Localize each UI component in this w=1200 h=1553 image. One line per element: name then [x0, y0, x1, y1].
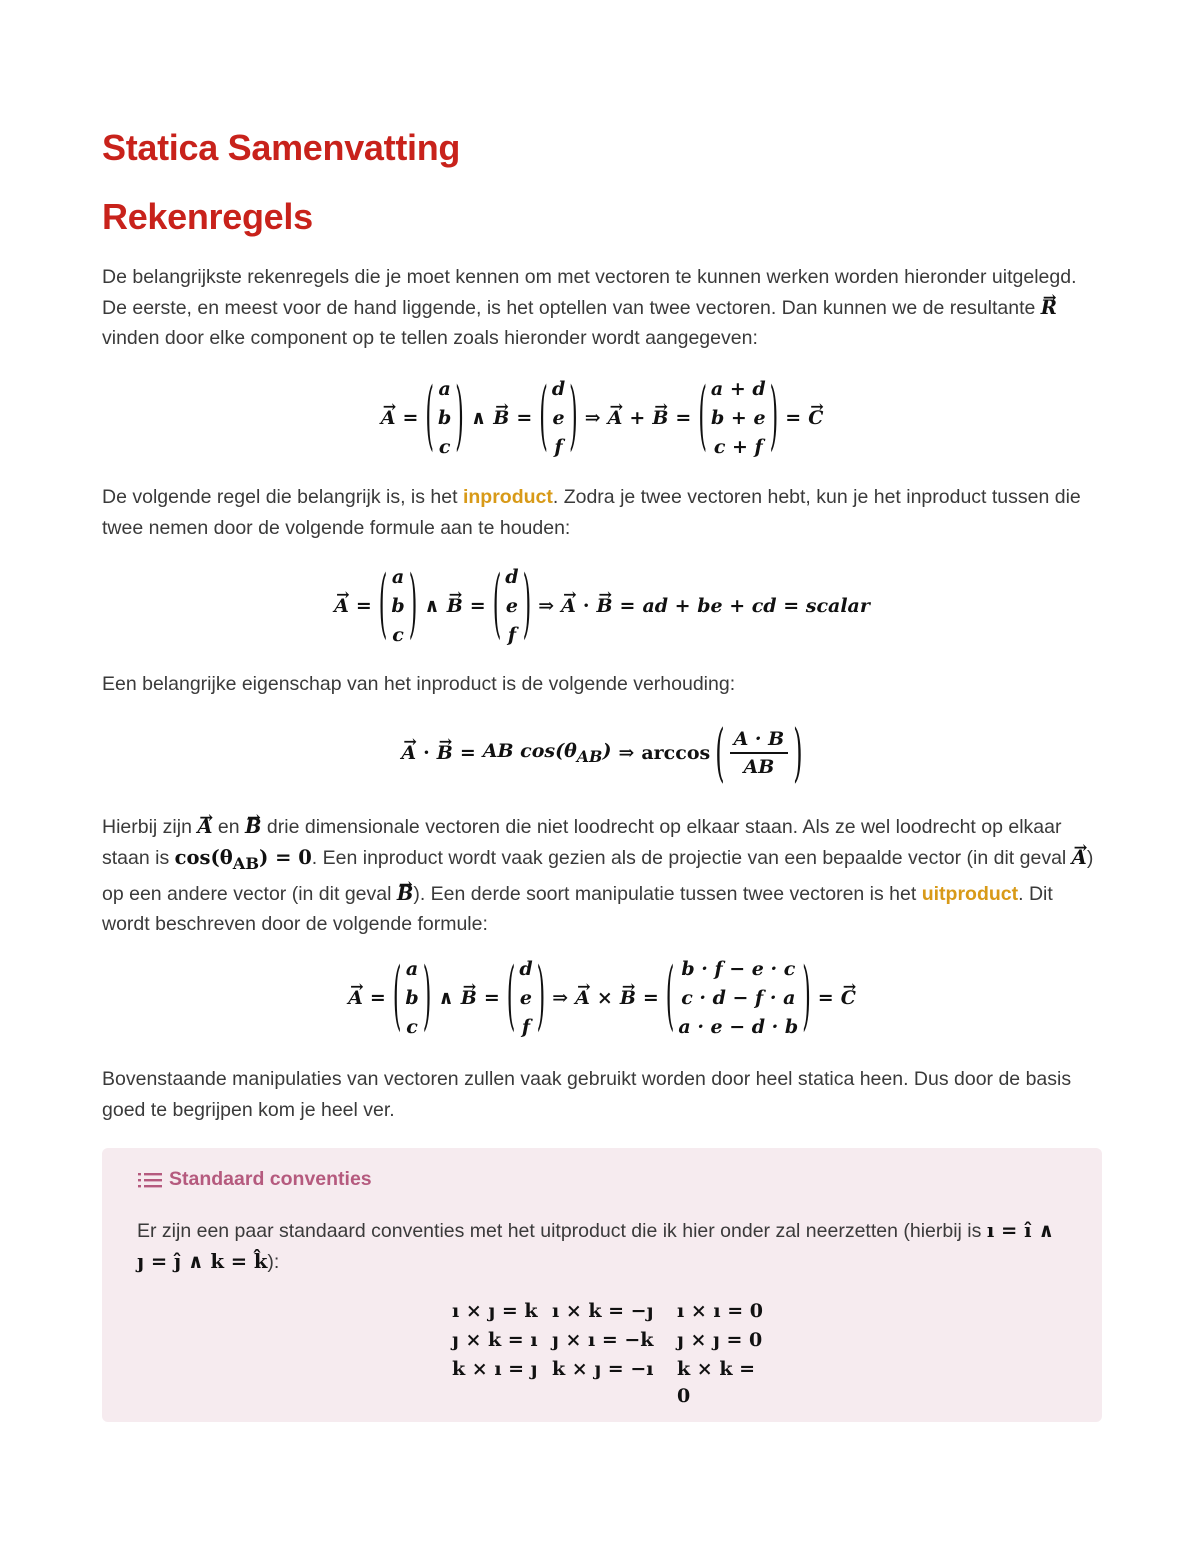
cell: c [438, 435, 451, 458]
callout-header [137, 1168, 372, 1191]
vec-a: → A [575, 987, 590, 1009]
plus: + [629, 407, 646, 429]
matrix-a: ( a b c ) [425, 375, 464, 461]
cos-end: ) = 0 [259, 845, 312, 869]
eq: = [642, 987, 659, 1009]
cell: f [554, 435, 563, 458]
cell: f [507, 623, 517, 646]
highlight-inproduct: inproduct [462, 486, 553, 508]
paragraph-3: Een belangrijke eigenschap van het inproduct is de volgende verhouding: [102, 673, 736, 695]
matrix-cross: ( b · f − e · c c · d − f · a a · e − d · b ) [665, 955, 811, 1041]
table-cell: ȷ × ı = −k [552, 1329, 654, 1351]
eq: = [469, 595, 486, 617]
table-cell: ı × ȷ = k [452, 1300, 538, 1322]
eq: = [516, 407, 533, 429]
eq: = [675, 407, 692, 429]
vec-a: → A [334, 595, 349, 617]
vec-b: → B [447, 595, 463, 617]
cell: c · d − f · a [681, 986, 796, 1009]
fraction-denominator: AB [743, 756, 775, 778]
paren-open: ( [715, 716, 725, 790]
section-heading: Rekenregels [102, 196, 313, 237]
cell: b · f − e · c [681, 957, 796, 980]
p4-text: ). Een derde soort manipulatie tussen twee vectoren is het [413, 882, 922, 905]
paragraph-2 [102, 482, 1102, 543]
dot-result: ad + be + cd = scalar [642, 595, 870, 617]
p2-text-before: De volgende regel die belangrijk is, is het [102, 486, 463, 508]
vec-b: → B [437, 742, 453, 764]
cell: d [551, 377, 566, 400]
matrix-sum: ( a + d b + e c + f ) [698, 375, 779, 461]
table-cell: ı × ı = 0 [677, 1300, 763, 1322]
cell: b [437, 406, 452, 429]
formula-arccos [102, 718, 1102, 788]
resultant-symbol: → R [1041, 293, 1057, 324]
cell: a [405, 957, 419, 980]
cell: e [552, 406, 565, 429]
matrix-b: ( d e f ) [539, 375, 578, 461]
fraction-numerator: A · B [730, 728, 789, 754]
cell: c + f [713, 435, 763, 458]
cell: a [438, 377, 451, 400]
p4-text: drie dimensionale vectoren die niet loodrecht op elkaar staan. Als ze wel loodrecht op elkaar staan is [102, 816, 1062, 869]
paren-close: ) [793, 716, 803, 790]
callout-text [137, 1216, 1067, 1277]
matrix-a: ( a b c ) [392, 955, 432, 1041]
vec-b: → B [596, 595, 612, 617]
cross-product-table [452, 1298, 767, 1410]
table-cell: ȷ × k = ı [452, 1329, 538, 1351]
cell: b [405, 986, 419, 1009]
cell: b [391, 594, 405, 617]
eq: = [483, 987, 500, 1009]
eq: = [369, 987, 386, 1009]
vec-a: → A [608, 407, 623, 429]
cell: e [505, 594, 518, 617]
p4-text: en [212, 816, 246, 838]
vec-c: → C [841, 987, 856, 1009]
eq: = [785, 407, 802, 429]
p1-text-after: vinden door elke component op te tellen zoals hieronder wordt aangegeven: [102, 327, 758, 349]
vec-a: → A [348, 987, 363, 1009]
list-icon [137, 1170, 163, 1190]
cell: c [406, 1015, 418, 1038]
p4-text: . Dit wordt beschreven door de volgende formule: [102, 882, 1053, 936]
dot: · [582, 595, 590, 617]
vec-b: → B [461, 987, 477, 1009]
implies: ⇒ [552, 987, 569, 1009]
vec-a: → A [381, 407, 396, 429]
formula-dot-product [102, 560, 1102, 652]
cell: f [521, 1015, 531, 1038]
cell: c [392, 623, 404, 646]
matrix-b: ( d e f ) [506, 955, 546, 1041]
cos-subscript: AB [232, 853, 260, 873]
table-cell: ȷ × ȷ = 0 [677, 1329, 763, 1351]
paragraph-1 [102, 262, 1102, 354]
cos-zero-expression [174, 845, 312, 873]
p2-text-after: . Zodra je twee vectoren hebt, kun je het inproduct tussen die twee nemen door de volgende formule aan te houden: [102, 486, 1081, 539]
cos-subscript: AB [576, 746, 603, 766]
wedge: ∧ [470, 407, 487, 429]
callout-text-end: ): [267, 1250, 280, 1273]
p4-text: ) op een andere vector (in dit geval [102, 846, 1094, 905]
implies: ⇒ [538, 595, 555, 617]
vec-a: → A [561, 595, 576, 617]
formula-addition [102, 372, 1102, 464]
formula-cross-product [102, 952, 1102, 1044]
highlight-uitproduct: uitproduct [921, 882, 1019, 905]
eq: = [355, 595, 372, 617]
cos-expression [483, 740, 612, 766]
page-title: Statica Samenvatting [102, 127, 461, 168]
cell: d [505, 565, 519, 588]
vec-a: → A [1072, 843, 1087, 874]
table-cell: k × ı = ȷ [452, 1358, 538, 1380]
paragraph-5: Bovenstaande manipulaties van vectoren zullen vaak gebruikt worden door heel statica heen. Dus door de basis goed te begrijpen kom je heel ver. [102, 1068, 1072, 1121]
p4-text: Hierbij zijn [102, 816, 198, 838]
callout-standard-conventions [102, 1148, 1102, 1422]
vec-b: → B [245, 812, 261, 843]
eq: = [459, 742, 476, 764]
vec-b: → B [620, 987, 636, 1009]
cos-close: ) [602, 740, 612, 763]
table-cell: k × ȷ = −ı [552, 1358, 654, 1380]
vec-b: → B [652, 407, 668, 429]
callout-title: Standaard conventies [169, 1168, 372, 1190]
table-cell: ı × k = −ȷ [552, 1300, 654, 1322]
matrix-b: ( d e f ) [492, 563, 532, 649]
eq: = [817, 987, 834, 1009]
cos-text: cos(θ [174, 845, 233, 869]
cell: a [391, 565, 405, 588]
vec-b: → B [493, 407, 509, 429]
p4-text: . Een inproduct wordt vaak gezien als de projectie van een bepaalde vector (in dit geval [311, 846, 1072, 869]
paragraph-4 [102, 812, 1102, 940]
cell: d [519, 957, 533, 980]
callout-text-before: Er zijn een paar standaard conventies met het uitproduct die ik hier onder zal neerzetten (hierbij is [137, 1220, 987, 1242]
arccos-label: arccos [641, 742, 711, 764]
table-cell: k × k = 0 [677, 1358, 756, 1407]
implies: ⇒ [618, 742, 635, 764]
cos-text: AB cos(θ [482, 740, 577, 763]
cell: a + d [710, 377, 766, 400]
vec-b: → B [397, 879, 413, 910]
vec-a: → A [401, 742, 416, 764]
cell: e [519, 986, 533, 1009]
vec-c: → C [808, 407, 823, 429]
cross: × [596, 987, 613, 1009]
cell: a · e − d · b [678, 1015, 799, 1038]
wedge: ∧ [424, 595, 440, 617]
cell: b + e [711, 406, 766, 429]
unit-vector-expression: ı = ı̂ ∧ ȷ = ȷ̂ ∧ k = k̂ [137, 1219, 1055, 1273]
fraction [730, 728, 789, 778]
matrix-a: ( a b c ) [378, 563, 418, 649]
eq: = [402, 407, 419, 429]
dot: · [423, 742, 430, 764]
p1-text-before: De belangrijkste rekenregels die je moet kennen om met vectoren te kunnen werken worden hieronder uitgelegd. De eerste, en meest voor de hand liggende, is het optellen van twee vectoren. Dan kunnen we de resultante [102, 266, 1077, 319]
vec-a: → A [197, 812, 212, 843]
eq: = [619, 595, 636, 617]
wedge: ∧ [438, 987, 454, 1009]
implies: ⇒ [584, 407, 601, 429]
